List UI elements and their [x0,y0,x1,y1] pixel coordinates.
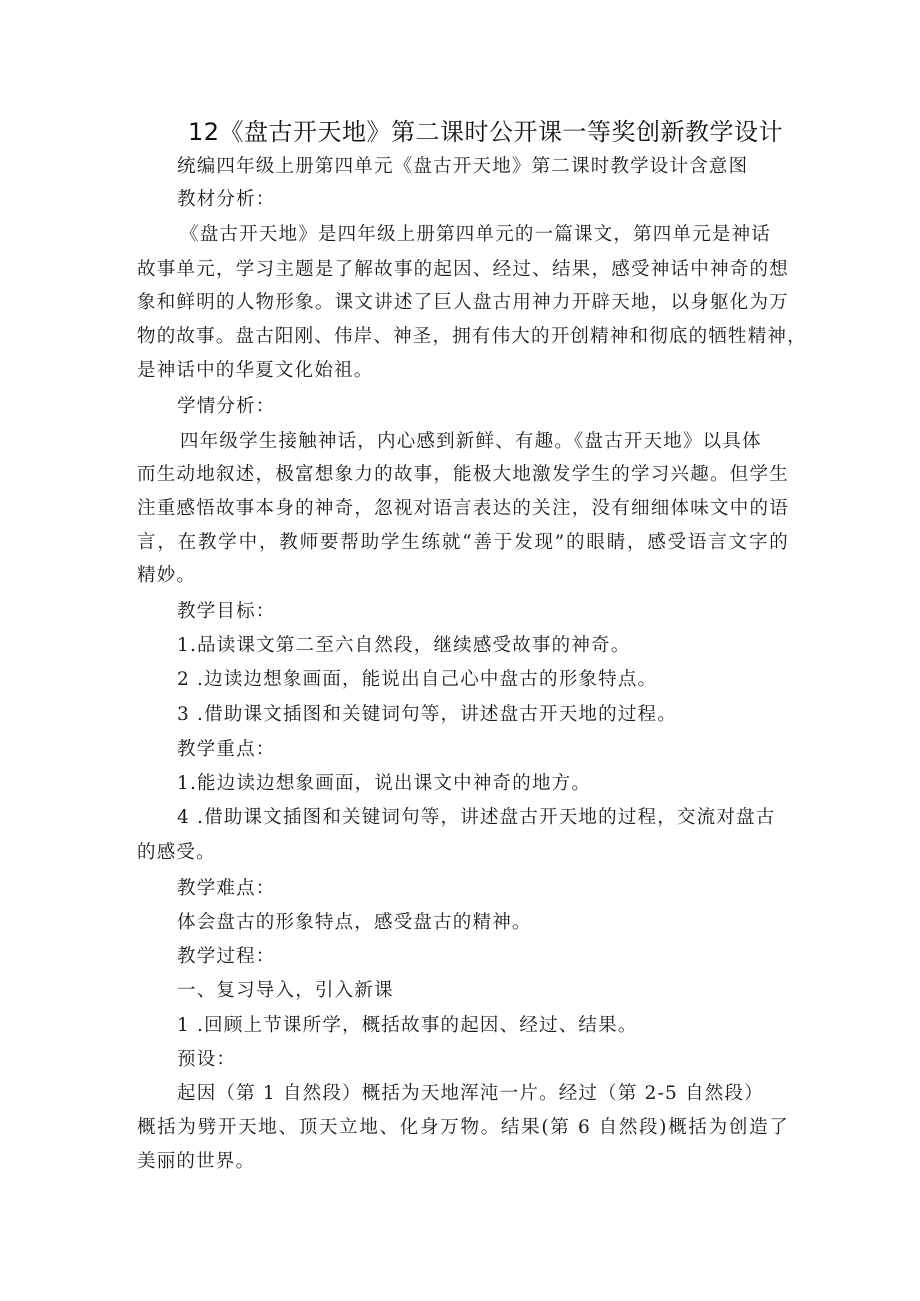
goal-item: 1.品读课文第二至六自然段，继续感受故事的神奇。 [177,635,631,656]
document-title: 12《盘古开天地》第二课时公开课一等奖创新教学设计 [188,118,784,146]
student-line: 精妙。 [137,565,197,586]
student-line: 而生动地叙述，极富想象力的故事，能极大地激发学生的学习兴趣。但学生 [137,464,789,485]
student-line: 四年级学生接触神话，内心感到新鲜、有趣。《盘古开天地》以具体 [180,431,762,452]
material-line: 物的故事。盘古阳刚、伟岸、神圣，拥有伟大的开创精神和彻底的牺牲精神， [137,326,807,347]
difficulty-text: 体会盘古的形象特点，感受盘古的精神。 [177,912,532,933]
material-line: 《盘古开天地》是四年级上册第四单元的一篇课文，第四单元是神话 [180,224,772,245]
student-line: 注重感悟故事本身的神奇，忽视对语言表达的关注，没有细细体味文中的语 [137,498,789,519]
key-point: 的感受。 [137,842,216,863]
goals-heading: 教学目标： [177,601,276,622]
key-heading: 教学重点： [177,739,276,760]
key-point: 1.能边读边想象画面，说出课文中神奇的地方。 [177,773,592,794]
goal-item: 3 .借助课文插图和关键词句等，讲述盘古开天地的过程。 [177,704,677,725]
process-item: 1 .回顾上节课所学，概括故事的起因、经过、结果。 [177,1015,638,1036]
student-heading: 学情分析： [177,396,276,417]
preset-line: 美丽的世界。 [137,1151,256,1172]
preset-heading: 预设： [177,1049,237,1070]
material-line: 故事单元，学习主题是了解故事的起因、经过、结果，感受神话中神奇的想 [137,259,789,280]
student-line: 言，在教学中，教师要帮助学生练就“善于发现”的眼睛，感受语言文字的 [137,532,789,553]
preset-line: 概括为劈开天地、顶天立地、化身万物。结果(第 6 自然段)概括为创造了 [137,1117,789,1138]
material-line: 是神话中的华夏文化始祖。 [137,360,374,381]
process-step: 一、复习导入，引入新课 [177,980,394,1001]
difficulty-heading: 教学难点： [177,878,276,899]
material-heading: 教材分析： [177,189,276,210]
preset-line: 起因（第 1 自然段）概括为天地浑沌一片。经过（第 2-5 自然段） [177,1083,764,1104]
material-line: 象和鲜明的人物形象。课文讲述了巨人盘古用神力开辟天地，以身躯化为万 [137,292,789,313]
goal-item: 2 .边读边想象画面，能说出自己心中盘古的形象特点。 [177,669,658,690]
key-point: 4 .借助课文插图和关键词句等，讲述盘古开天地的过程，交流对盘古 [177,807,776,828]
process-heading: 教学过程： [177,946,276,967]
subtitle: 统编四年级上册第四单元《盘古开天地》第二课时教学设计含意图 [177,156,749,177]
